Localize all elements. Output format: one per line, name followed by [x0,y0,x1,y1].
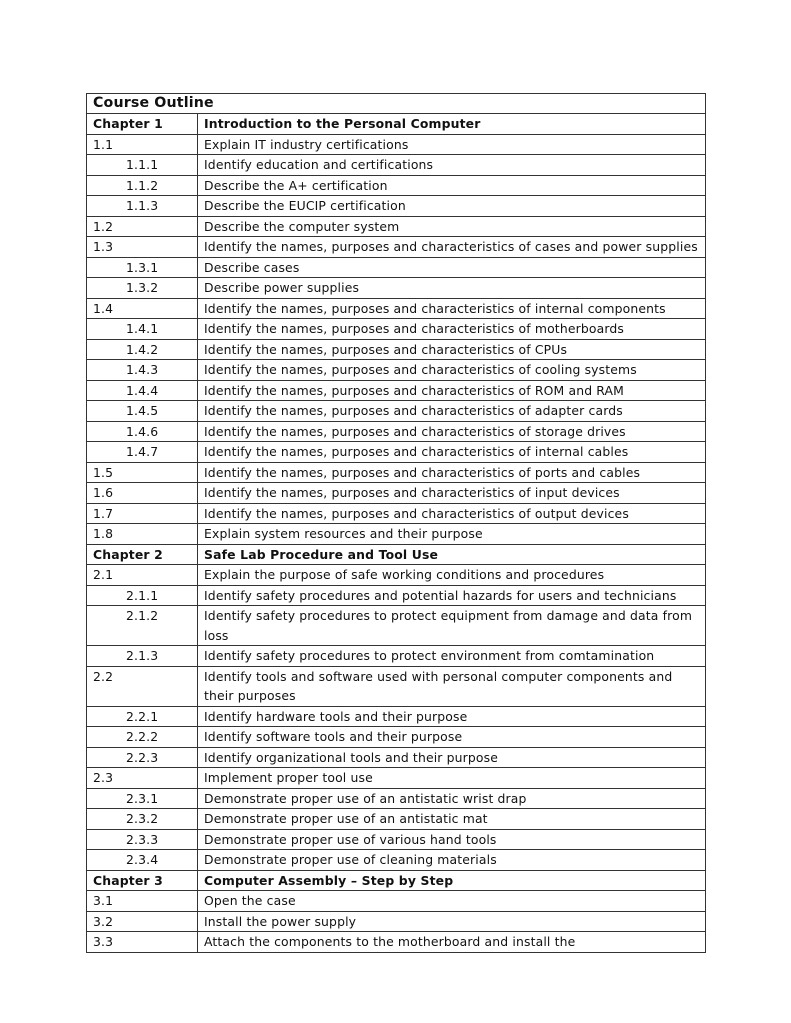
section-description: Identify the names, purposes and characteristics of cases and power supplies [198,237,706,258]
outline-row [87,727,706,748]
chapter-row [87,870,706,891]
section-description: Identify the names, purposes and characteristics of ports and cables [198,462,706,483]
section-number: 2.3 [87,768,198,789]
section-number: 1.4.5 [87,401,198,422]
section-number: 1.3.1 [87,257,198,278]
section-description: Open the case [198,891,706,912]
section-description: Install the power supply [198,911,706,932]
outline-row [87,706,706,727]
section-description: Identify tools and software used with personal computer components and their purposes [198,666,706,706]
outline-row [87,850,706,871]
section-number: 2.1.2 [87,606,198,646]
section-description: Implement proper tool use [198,768,706,789]
outline-row [87,298,706,319]
section-description: Identify organizational tools and their purpose [198,747,706,768]
outline-row [87,646,706,667]
outline-row [87,134,706,155]
outline-row [87,175,706,196]
outline-row [87,360,706,381]
section-description: Identify safety procedures to protect environment from comtamination [198,646,706,667]
outline-row [87,483,706,504]
section-description: Identify software tools and their purpose [198,727,706,748]
outline-row [87,155,706,176]
section-number: 2.1.3 [87,646,198,667]
section-description: Explain system resources and their purpose [198,524,706,545]
section-number: 2.2.1 [87,706,198,727]
chapter-row [87,114,706,135]
outline-row [87,237,706,258]
section-number: 1.2 [87,216,198,237]
section-number: 2.2.2 [87,727,198,748]
section-number: 2.1.1 [87,585,198,606]
section-description: Describe the computer system [198,216,706,237]
section-number: 1.1.1 [87,155,198,176]
section-number: 1.4.7 [87,442,198,463]
section-description: Identify the names, purposes and characteristics of ROM and RAM [198,380,706,401]
outline-row [87,524,706,545]
outline-row [87,747,706,768]
section-number: 2.2.3 [87,747,198,768]
outline-row [87,462,706,483]
section-description: Explain the purpose of safe working conditions and procedures [198,565,706,586]
section-number: 1.3.2 [87,278,198,299]
section-description: Identify the names, purposes and characteristics of motherboards [198,319,706,340]
section-description: Identify safety procedures and potential hazards for users and technicians [198,585,706,606]
outline-row [87,565,706,586]
outline-row [87,503,706,524]
outline-row [87,768,706,789]
outline-row [87,666,706,706]
section-description: Identify education and certifications [198,155,706,176]
section-description: Identify safety procedures to protect equipment from damage and data from loss [198,606,706,646]
course-outline-body [87,94,706,953]
section-number: 1.4.3 [87,360,198,381]
outline-row [87,319,706,340]
section-number: 1.1 [87,134,198,155]
outline-row [87,380,706,401]
section-number: 2.2 [87,666,198,706]
section-description: Identify hardware tools and their purpose [198,706,706,727]
chapter-number: Chapter 3 [87,870,198,891]
section-number: 2.3.3 [87,829,198,850]
section-description: Identify the names, purposes and characteristics of internal components [198,298,706,319]
outline-row [87,809,706,830]
section-number: 2.1 [87,565,198,586]
section-number: 1.1.2 [87,175,198,196]
section-number: 1.4.4 [87,380,198,401]
section-number: 1.8 [87,524,198,545]
section-description: Identify the names, purposes and characteristics of internal cables [198,442,706,463]
section-number: 2.3.1 [87,788,198,809]
section-description: Demonstrate proper use of an antistatic mat [198,809,706,830]
section-description: Identify the names, purposes and characteristics of cooling systems [198,360,706,381]
section-description: Describe power supplies [198,278,706,299]
section-description: Identify the names, purposes and characteristics of CPUs [198,339,706,360]
section-description: Demonstrate proper use of various hand tools [198,829,706,850]
section-description: Attach the components to the motherboard and install the [198,932,706,953]
document-title: Course Outline [87,94,706,114]
course-outline-table [86,93,706,953]
outline-row [87,278,706,299]
section-number: 2.3.2 [87,809,198,830]
chapter-title: Computer Assembly – Step by Step [198,870,706,891]
section-description: Describe the EUCIP certification [198,196,706,217]
outline-row [87,339,706,360]
outline-row [87,911,706,932]
section-number: 1.4.6 [87,421,198,442]
section-number: 3.2 [87,911,198,932]
title-row [87,94,706,114]
outline-row [87,401,706,422]
section-number: 3.1 [87,891,198,912]
chapter-number: Chapter 1 [87,114,198,135]
chapter-title: Safe Lab Procedure and Tool Use [198,544,706,565]
outline-row [87,606,706,646]
section-description: Identify the names, purposes and characteristics of adapter cards [198,401,706,422]
outline-row [87,585,706,606]
outline-row [87,421,706,442]
section-description: Demonstrate proper use of cleaning materials [198,850,706,871]
section-number: 1.4.1 [87,319,198,340]
outline-row [87,257,706,278]
chapter-row [87,544,706,565]
section-number: 3.3 [87,932,198,953]
section-number: 1.6 [87,483,198,504]
outline-row [87,891,706,912]
section-number: 1.1.3 [87,196,198,217]
section-description: Identify the names, purposes and characteristics of output devices [198,503,706,524]
section-number: 1.4 [87,298,198,319]
section-description: Explain IT industry certifications [198,134,706,155]
section-number: 1.3 [87,237,198,258]
section-number: 2.3.4 [87,850,198,871]
section-description: Describe the A+ certification [198,175,706,196]
outline-row [87,829,706,850]
outline-row [87,196,706,217]
section-description: Identify the names, purposes and characteristics of storage drives [198,421,706,442]
chapter-number: Chapter 2 [87,544,198,565]
outline-row [87,216,706,237]
section-number: 1.7 [87,503,198,524]
chapter-title: Introduction to the Personal Computer [198,114,706,135]
section-number: 1.4.2 [87,339,198,360]
section-description: Demonstrate proper use of an antistatic wrist drap [198,788,706,809]
section-number: 1.5 [87,462,198,483]
outline-row [87,932,706,953]
outline-row [87,442,706,463]
section-description: Describe cases [198,257,706,278]
section-description: Identify the names, purposes and characteristics of input devices [198,483,706,504]
outline-row [87,788,706,809]
